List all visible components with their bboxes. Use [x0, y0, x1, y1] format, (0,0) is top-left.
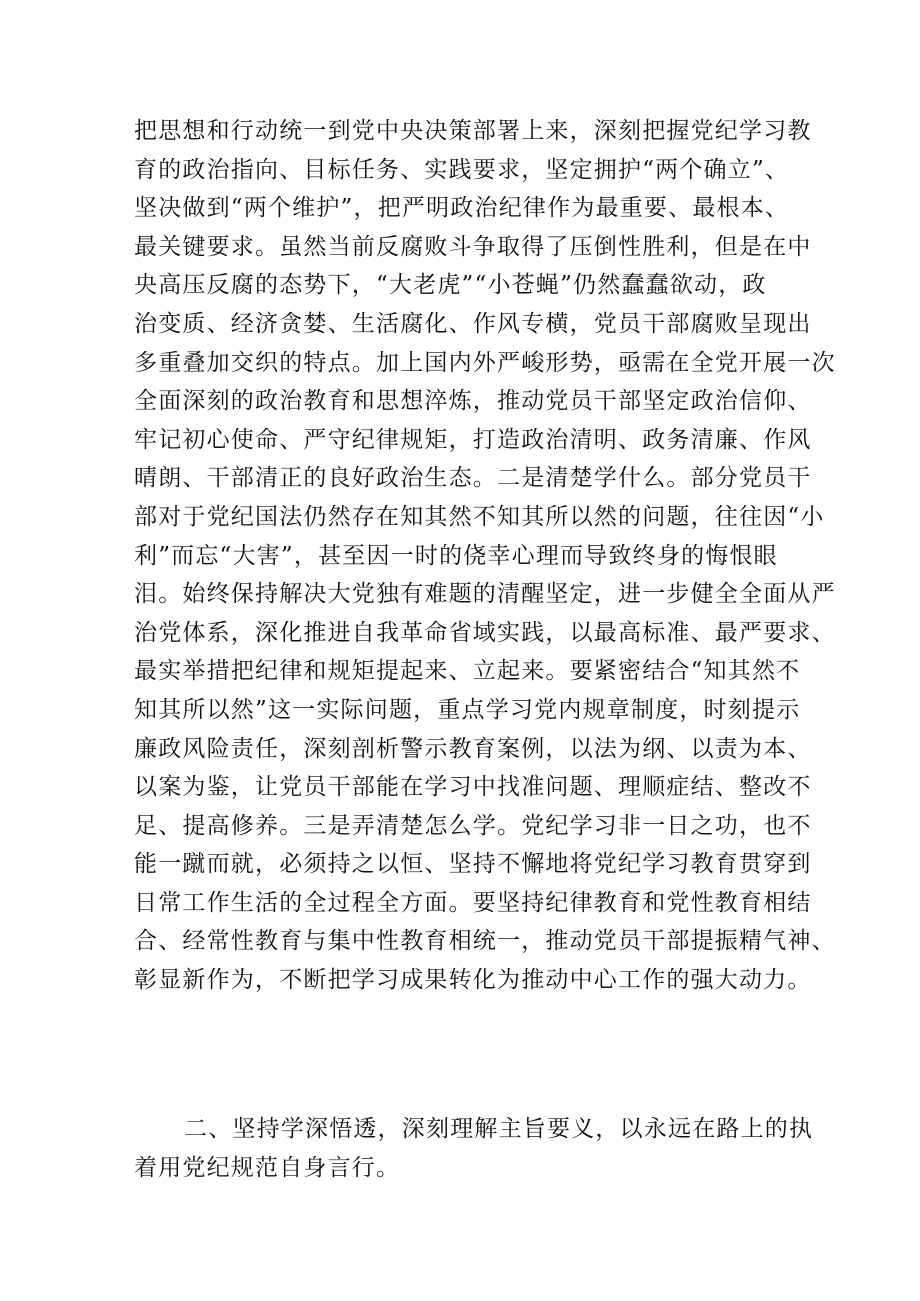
paragraph-line: 育的政治指向、目标任务、实践要求，坚定拥护“两个确立”、	[134, 156, 790, 183]
paragraph-line: 利”而忘“大害”，甚至因一时的侥幸心理而导致终身的悔恨眼	[134, 542, 778, 569]
paragraph-line: 治党体系，深化推进自我革命省域实践，以最高标准、最严要求、	[134, 619, 836, 646]
paragraph-line: 把思想和行动统一到党中央决策部署上来，深刻把握党纪学习教	[134, 118, 812, 144]
paragraph-line: 最关键要求。虽然当前反腐败斗争取得了压倒性胜利，但是在中	[134, 233, 812, 260]
paragraph-line: 最实举措把纪律和规矩提起来、立起来。要紧密结合“知其然不	[134, 658, 801, 685]
heading-line: 着用党纪规范自身言行。	[134, 1154, 401, 1181]
paragraph-line: 晴朗、干部清正的良好政治生态。二是清楚学什么。部分党员干	[134, 465, 812, 492]
paragraph-line: 泪。始终保持解决大党独有难题的清醒坚定，进一步健全全面从严	[134, 581, 836, 608]
section-heading	[134, 1110, 814, 1187]
paragraph-line: 央高压反腐的态势下，“大老虎”“小苍蝇”仍然蠢蠢欲动，政	[134, 272, 767, 299]
body-paragraph	[134, 112, 836, 1000]
paragraph-line: 以案为鉴，让党员干部能在学习中找准问题、理顺症结、整改不	[134, 774, 812, 801]
paragraph-line: 治变质、经济贪婪、生活腐化、作风专横，党员干部腐败呈现出	[134, 310, 812, 337]
paragraph-line: 日常工作生活的全过程全方面。要坚持纪律教育和党性教育相结	[134, 889, 812, 916]
paragraph-line: 牢记初心使命、严守纪律规矩，打造政治清明、政务清廉、作风	[134, 426, 812, 453]
paragraph-line: 部对于党纪国法仍然存在知其然不知其所以然的问题，往往因“小	[134, 503, 825, 530]
paragraph-line: 足、提高修养。三是弄清楚怎么学。党纪学习非一日之功，也不	[134, 812, 812, 839]
paragraph-line: 全面深刻的政治教育和思想淬炼，推动党员干部坚定政治信仰、	[134, 388, 812, 415]
paragraph-line: 多重叠加交织的特点。加上国内外严峻形势，亟需在全党开展一次	[134, 349, 836, 376]
paragraph-line: 廉政风险责任，深刻剖析警示教育案例，以法为纲、以责为本、	[134, 735, 812, 762]
paragraph-line: 合、经常性教育与集中性教育相统一，推动党员干部提振精气神、	[134, 928, 836, 955]
paragraph-line: 坚决做到“两个维护”，把严明政治纪律作为最重要、最根本、	[134, 195, 790, 222]
heading-line: 二、坚持学深悟透，深刻理解主旨要义，以永远在路上的执	[184, 1116, 814, 1142]
paragraph-line: 能一蹴而就，必须持之以恒、坚持不懈地将党纪学习教育贯穿到	[134, 851, 812, 878]
paragraph-line: 知其所以然”这一实际问题，重点学习党内规章制度，时刻提示	[134, 696, 801, 723]
paragraph-line: 彰显新作为，不断把学习成果转化为推动中心工作的强大动力。	[134, 967, 812, 994]
